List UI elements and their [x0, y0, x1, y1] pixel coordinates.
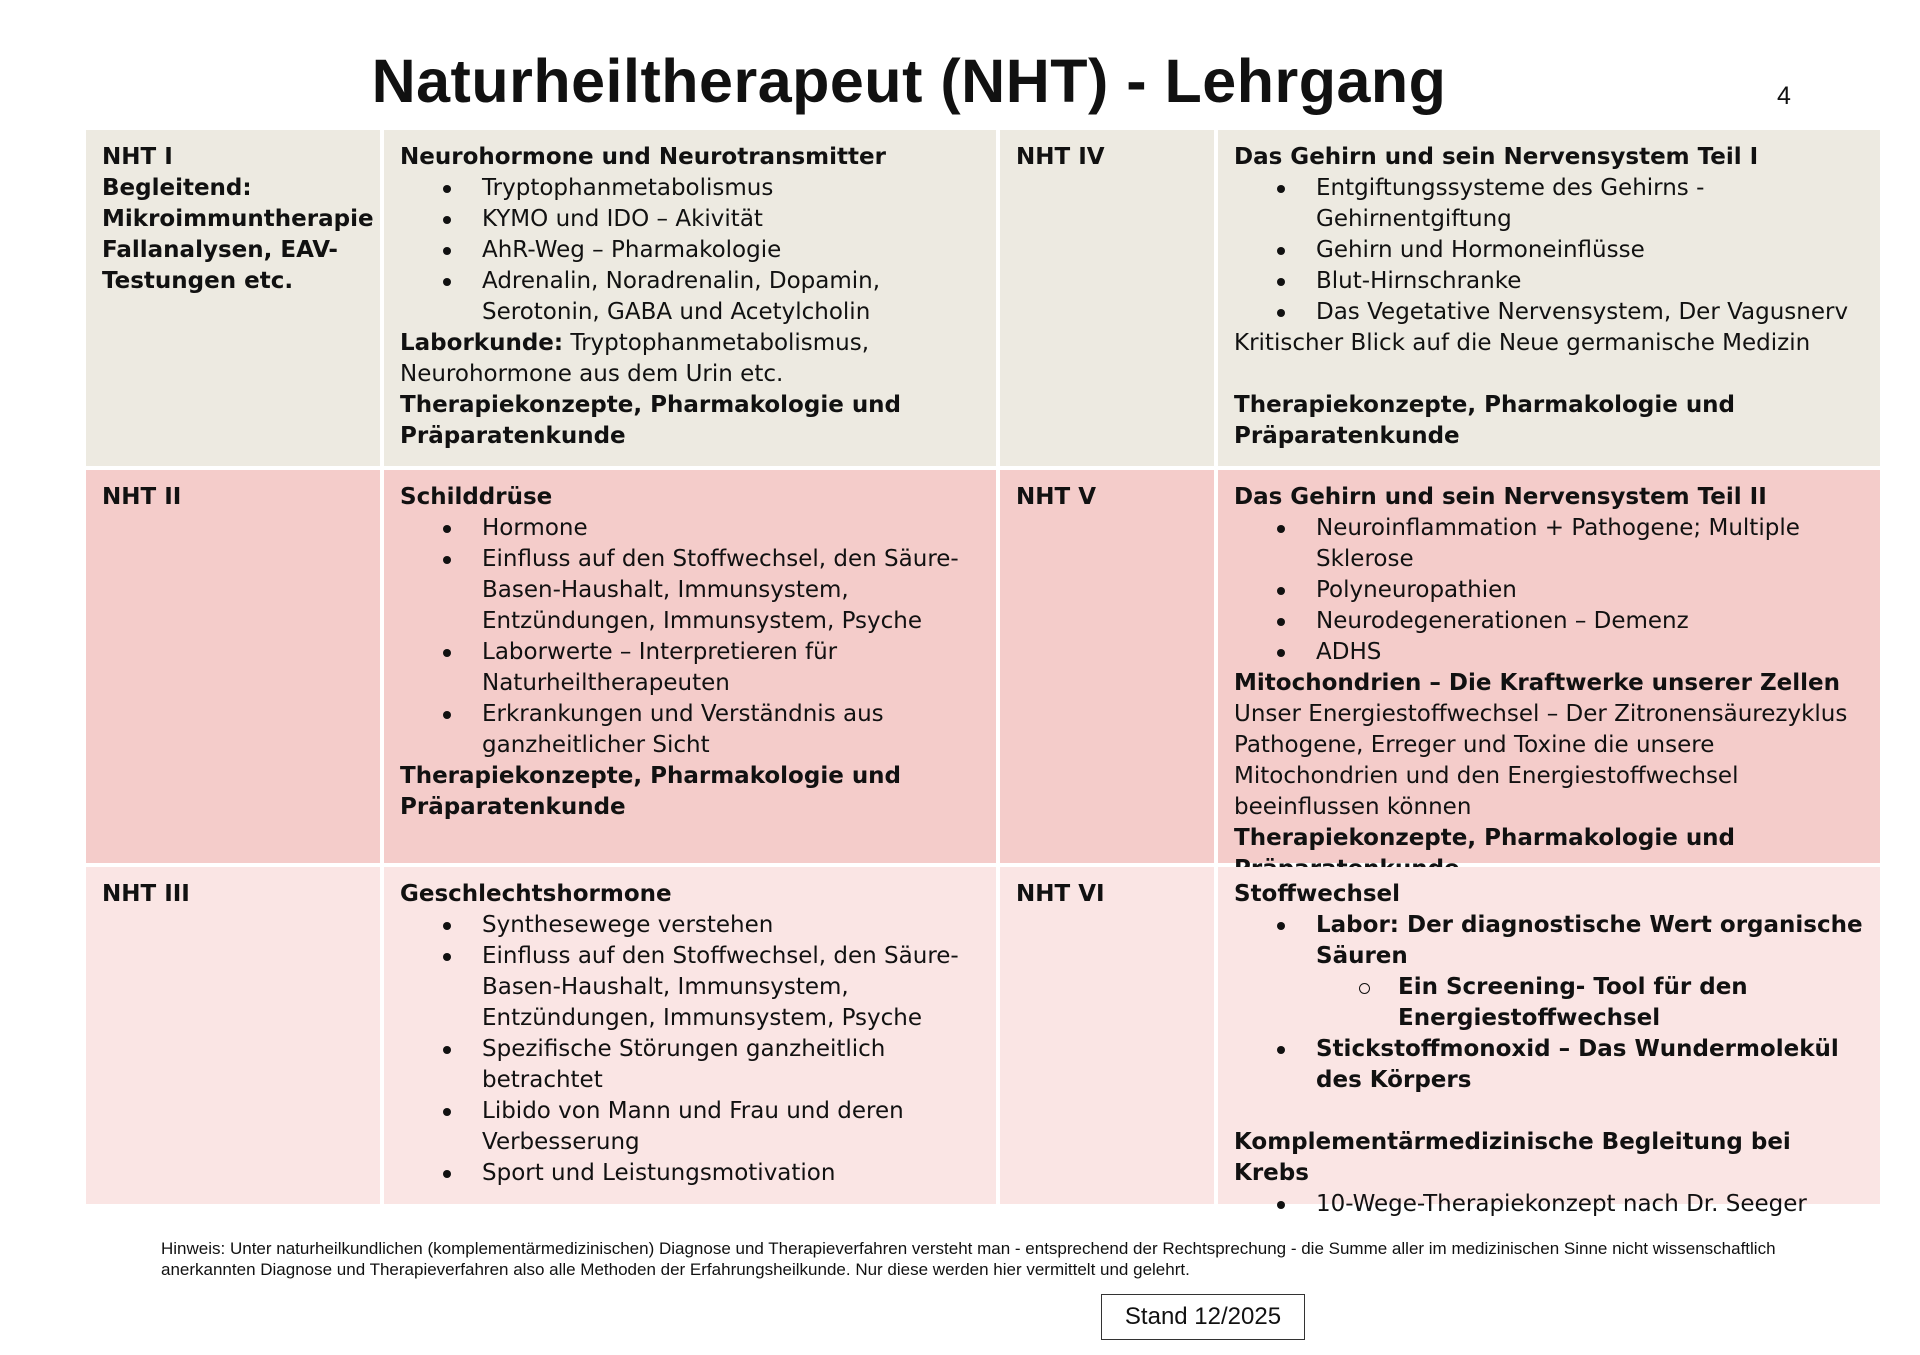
nht2-content-cell — [384, 470, 996, 863]
nht4-content-cell — [1218, 130, 1880, 466]
page-number: 4 — [1777, 82, 1791, 110]
list-item: Blut-Hirnschranke — [1316, 266, 1870, 297]
nht5-mitochondria-heading: Mitochondrien – Die Kraftwerke unserer Zellen — [1234, 670, 1841, 696]
nht3-label-cell — [86, 867, 380, 1204]
list-item: Tryptophanmetabolismus — [482, 173, 986, 204]
nht1-content-cell — [384, 130, 996, 466]
nht5-label-cell — [1000, 470, 1214, 863]
list-item: Polyneuropathien — [1316, 575, 1870, 606]
nht6-content-cell — [1218, 867, 1880, 1217]
nht1-heading: Neurohormone und Neurotransmitter — [400, 144, 886, 170]
list-item: Laborwerte – Interpretieren für Naturheiltherapeuten — [482, 637, 986, 699]
nht4-topic-list — [1234, 173, 1870, 328]
list-item: Entgiftungssysteme des Gehirns - Gehirnentgiftung — [1316, 173, 1870, 235]
nht3-content-cell — [384, 867, 996, 1204]
nht5-heading: Das Gehirn und sein Nervensystem Teil II — [1234, 484, 1767, 510]
nht1-lab-text: Tryptophanmetabolismus, Neurohormone aus dem Urin etc. — [400, 330, 870, 387]
sub-list-item: Ein Screening- Tool für den Energiestoffwechsel — [1398, 972, 1870, 1034]
nht4-label-cell — [1000, 130, 1214, 466]
list-item: AhR-Weg – Pharmakologie — [482, 235, 986, 266]
list-item: Adrenalin, Noradrenalin, Dopamin, Serotonin, GABA und Acetylcholin — [482, 266, 986, 328]
nht5-therapy-heading: Therapiekonzepte, Pharmakologie und — [1234, 825, 1736, 851]
list-item: Sport und Leistungsmotivation — [482, 1158, 986, 1189]
nht2-heading: Schilddrüse — [400, 484, 553, 510]
nht5-content-cell — [1218, 470, 1880, 863]
list-item: Spezifische Störungen ganzheitlich betrachtet — [482, 1034, 986, 1096]
nht6-krebs-list — [1234, 1189, 1870, 1220]
nht6-krebs-heading: Komplementärmedizinische Begleitung bei Krebs — [1234, 1129, 1791, 1186]
nht5-label: NHT V — [1016, 484, 1096, 510]
nht6-label: NHT VI — [1016, 881, 1105, 907]
list-item: Einfluss auf den Stoffwechsel, den Säure-Basen-Haushalt, Immunsystem, Entzündungen, Immunsystem, Psyche — [482, 544, 986, 637]
nht1-therapy-heading: Therapiekonzepte, Pharmakologie und Präparatenkunde — [400, 392, 902, 449]
list-item: Einfluss auf den Stoffwechsel, den Säure-Basen-Haushalt, Immunsystem, Entzündungen, Immunsystem, Psyche — [482, 941, 986, 1034]
list-item: ADHS — [1316, 637, 1870, 668]
nht6-topic-list — [1234, 910, 1870, 1096]
nht1-accompanying-item: Fallanalysen, EAV- — [102, 237, 338, 263]
version-stamp: Stand 12/2025 — [1101, 1294, 1305, 1340]
nht6-sub-list — [1316, 972, 1870, 1034]
list-item: 10-Wege-Therapiekonzept nach Dr. Seeger — [1316, 1189, 1870, 1220]
nht1-lab-paragraph — [400, 328, 986, 390]
list-item: Synthesewege verstehen — [482, 910, 986, 941]
nht2-topic-list — [400, 513, 986, 761]
list-item: Stickstoffmonoxid – Das Wundermolekül des Körpers — [1316, 1034, 1870, 1096]
nht3-label: NHT III — [102, 881, 190, 907]
list-item: Libido von Mann und Frau und deren Verbesserung — [482, 1096, 986, 1158]
nht2-label-cell — [86, 470, 380, 863]
list-item: Gehirn und Hormoneinflüsse — [1316, 235, 1870, 266]
legal-note: Hinweis: Unter naturheilkundlichen (komplementärmedizinischen) Diagnose und Therapieverfahren versteht man - entsprechend der Rechtsprechung - die Summe aller im medizinischen Sinne nicht wissenschaftlich anerkannten Diagnose und Therapieverfahren also alle Methoden der Erfahrungsheilkunde. Nur diese werden hier vermittelt und gelehrt. — [161, 1239, 1776, 1279]
nht6-heading: Stoffwechsel — [1234, 881, 1401, 907]
nht3-heading: Geschlechtshormone — [400, 881, 672, 907]
list-item: KYMO und IDO – Akivität — [482, 204, 986, 235]
nht5-topic-list — [1234, 513, 1870, 668]
list-item: Erkrankungen und Verständnis aus ganzheitlicher Sicht — [482, 699, 986, 761]
nht2-therapy-heading: Therapiekonzepte, Pharmakologie und Präparatenkunde — [400, 763, 902, 820]
nht6-label-cell — [1000, 867, 1214, 1204]
nht4-label: NHT IV — [1016, 144, 1105, 170]
curriculum-table — [86, 130, 1868, 1217]
nht1-accompanying-label: Begleitend: — [102, 175, 252, 201]
list-item: Neuroinflammation + Pathogene; Multiple Sklerose — [1316, 513, 1870, 575]
nht1-label: NHT I — [102, 144, 173, 170]
list-item — [1316, 910, 1870, 1034]
list-item: Das Vegetative Nervensystem, Der Vagusnerv — [1316, 297, 1870, 328]
nht1-label-cell — [86, 130, 380, 466]
nht2-label: NHT II — [102, 484, 182, 510]
nht4-heading: Das Gehirn und sein Nervensystem Teil I — [1234, 144, 1759, 170]
spacer — [1234, 1096, 1870, 1127]
nht1-accompanying-item: Testungen etc. — [102, 268, 294, 294]
nht4-therapy-heading: Therapiekonzepte, Pharmakologie und Präparatenkunde — [1234, 392, 1736, 449]
nht3-topic-list — [400, 910, 986, 1189]
nht6-lab-bullet: Labor: Der diagnostische Wert organische Säuren — [1316, 912, 1863, 969]
list-item: Neurodegenerationen – Demenz — [1316, 606, 1870, 637]
spacer — [1234, 359, 1870, 390]
page-title: Naturheiltherapeut (NHT) - Lehrgang — [371, 47, 1447, 115]
nht4-text: Kritischer Blick auf die Neue germanische Medizin — [1234, 330, 1811, 356]
nht1-lab-label: Laborkunde: — [400, 330, 564, 356]
nht5-mitochondria-text: Unser Energiestoffwechsel – Der Zitronensäurezyklus Pathogene, Erreger und Toxine die unsere Mitochondrien und den Energiestoffwechsel beeinflussen können — [1234, 701, 1848, 820]
nht1-topic-list — [400, 173, 986, 328]
nht1-accompanying-item: Mikroimmuntherapie — [102, 206, 374, 232]
list-item: Hormone — [482, 513, 986, 544]
